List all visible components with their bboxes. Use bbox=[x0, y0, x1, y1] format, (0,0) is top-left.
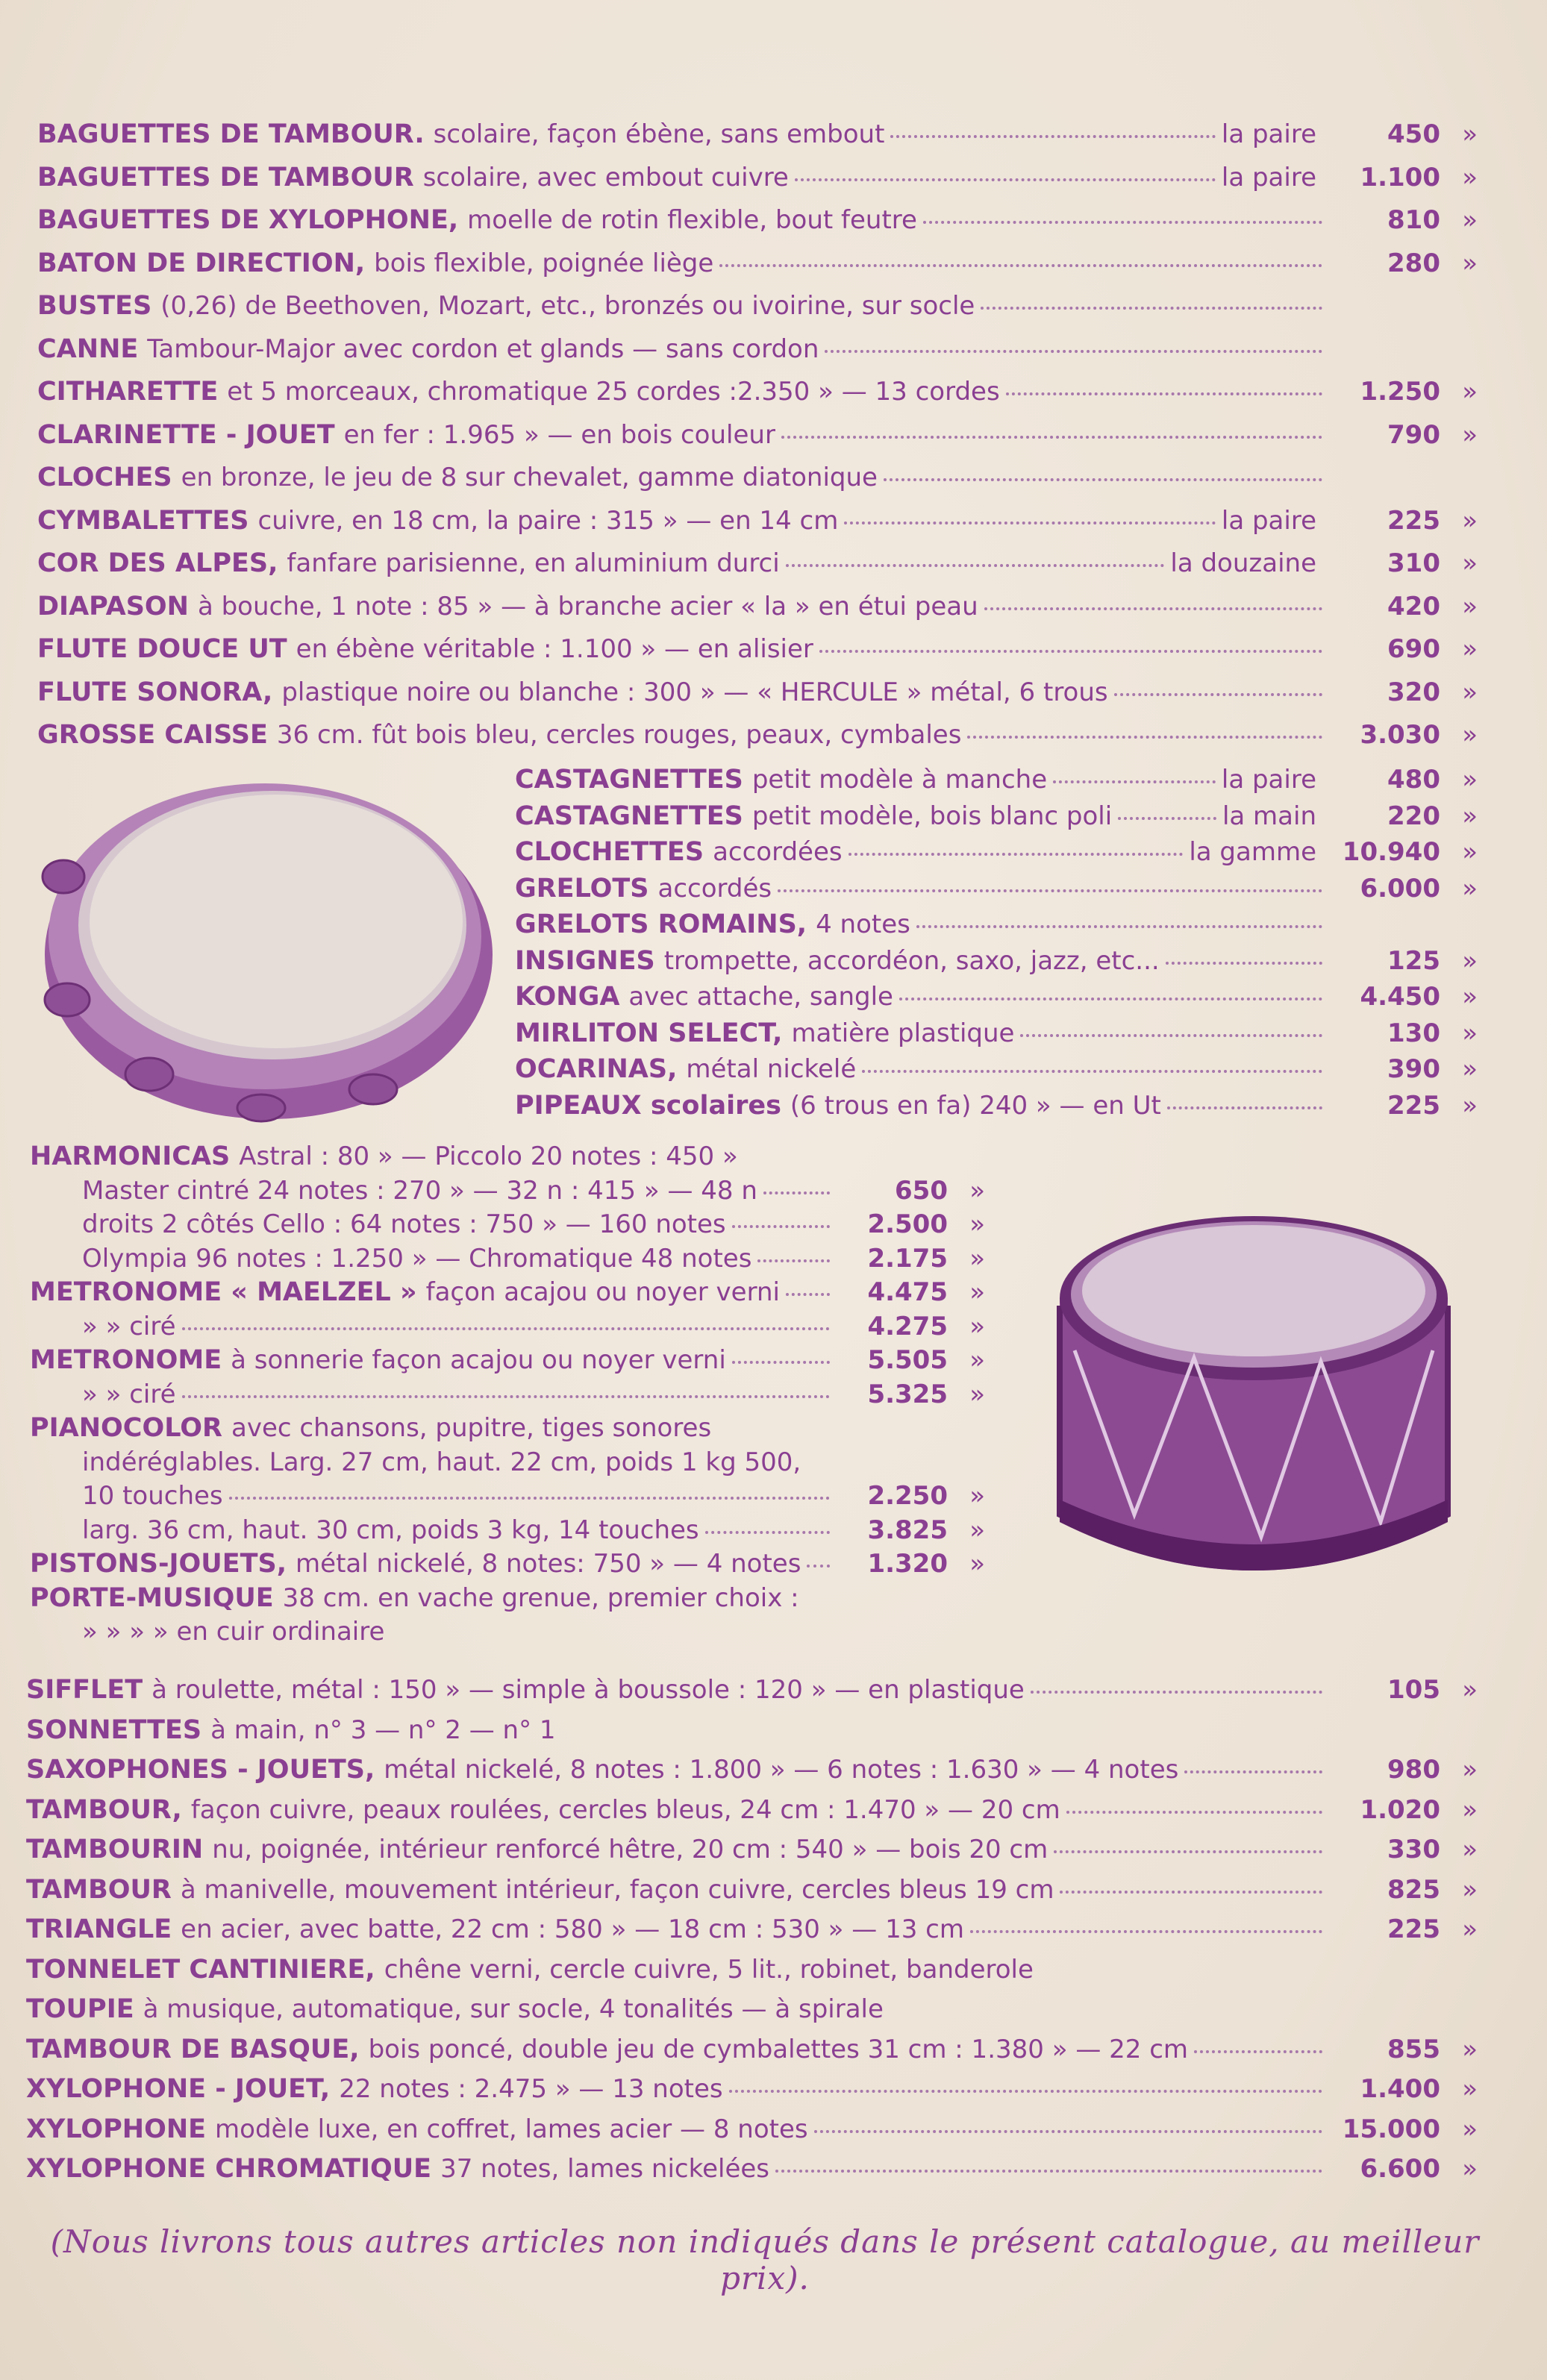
item-name: COR DES ALPES, bbox=[37, 548, 278, 578]
item-name: DIAPASON bbox=[37, 591, 189, 621]
item-unit: la paire bbox=[1221, 162, 1316, 192]
item-price: 390 bbox=[1387, 1054, 1440, 1084]
quote-mark: » bbox=[1462, 765, 1478, 795]
quote-mark: » bbox=[1462, 945, 1478, 976]
catalog-row bbox=[37, 119, 1478, 161]
quote-mark: » bbox=[969, 1515, 985, 1545]
item-name: FLUTE DOUCE UT bbox=[37, 634, 287, 664]
quote-mark: » bbox=[1462, 591, 1478, 621]
quote-mark: » bbox=[1462, 162, 1478, 192]
item-price: 330 bbox=[1387, 1835, 1440, 1864]
quote-mark: » bbox=[1462, 1794, 1478, 1825]
item-description: nu, poignée, intérieur renforcé hêtre, 20 cm : 540 » — bois 20 cm bbox=[212, 1835, 1048, 1864]
quote-mark: » bbox=[1462, 982, 1478, 1012]
item-price: 225 bbox=[1387, 1914, 1440, 1944]
dot-leader bbox=[890, 135, 1215, 138]
item-name: HARMONICAS bbox=[30, 1142, 231, 1171]
item-name: TOUPIE bbox=[26, 1994, 134, 2024]
item-description: métal nickelé, 8 notes : 1.800 » — 6 notes : 1.630 » — 4 notes bbox=[384, 1755, 1179, 1785]
item-description: à roulette, métal : 150 » — simple à boussole : 120 » — en plastique bbox=[151, 1675, 1025, 1705]
dot-leader bbox=[1054, 1850, 1322, 1853]
dot-leader bbox=[899, 998, 1322, 1000]
quote-mark: » bbox=[1462, 419, 1478, 450]
dot-leader bbox=[775, 2170, 1322, 2173]
item-name: SIFFLET bbox=[26, 1675, 143, 1705]
dot-leader bbox=[848, 853, 1184, 856]
quote-mark: » bbox=[969, 1549, 985, 1579]
catalog-row bbox=[26, 1795, 1478, 1837]
item-description: 37 notes, lames nickelées bbox=[440, 2154, 770, 2184]
item-price: 790 bbox=[1387, 419, 1440, 450]
item-description: 22 notes : 2.475 » — 13 notes bbox=[339, 2074, 723, 2104]
item-description: Olympia 96 notes : 1.250 » — Chromatique 48 notes bbox=[82, 1243, 752, 1274]
item-description: Master cintré 24 notes : 270 » — 32 n : 415 » — 48 n bbox=[82, 1175, 757, 1206]
item-description: scolaire, façon ébène, sans embout bbox=[433, 119, 885, 149]
dot-leader bbox=[884, 478, 1322, 481]
item-price: 225 bbox=[1387, 505, 1440, 536]
item-price: 980 bbox=[1387, 1755, 1440, 1785]
quote-mark: » bbox=[969, 1481, 985, 1511]
item-name: CANNE bbox=[37, 333, 139, 364]
quote-mark: » bbox=[1462, 2154, 1478, 2184]
dot-leader bbox=[819, 650, 1322, 653]
item-price: 130 bbox=[1387, 1018, 1440, 1048]
item-description: » » ciré bbox=[82, 1379, 176, 1409]
catalog-row bbox=[37, 463, 1478, 504]
item-price: 1.100 bbox=[1360, 162, 1440, 192]
item-description: chêne verni, cercle cuivre, 5 lit., robinet, banderole bbox=[384, 1954, 1034, 1985]
dot-leader bbox=[825, 350, 1322, 353]
catalog-row bbox=[26, 1875, 1478, 1917]
item-description: fanfare parisienne, en aluminium durci bbox=[287, 548, 780, 578]
dot-leader bbox=[1060, 1891, 1322, 1894]
item-description: façon acajou ou noyer verni bbox=[425, 1277, 780, 1307]
quote-mark: » bbox=[1462, 1914, 1478, 1944]
quote-mark: » bbox=[1462, 2034, 1478, 2064]
item-price: 6.000 bbox=[1360, 873, 1440, 904]
dot-leader bbox=[967, 736, 1322, 739]
quote-mark: » bbox=[1462, 2074, 1478, 2104]
item-name: PIANOCOLOR bbox=[30, 1413, 223, 1443]
item-name: PORTE-MUSIQUE bbox=[30, 1582, 274, 1613]
item-name: METRONOME « MAELZEL » bbox=[30, 1277, 417, 1307]
dot-leader bbox=[1066, 1811, 1322, 1814]
item-description: façon cuivre, peaux roulées, cercles bleus, 24 cm : 1.470 » — 20 cm bbox=[190, 1794, 1060, 1825]
quote-mark: » bbox=[1462, 720, 1478, 750]
item-name: MIRLITON SELECT, bbox=[515, 1018, 783, 1048]
item-price: 5.505 bbox=[867, 1345, 948, 1375]
catalog-row bbox=[26, 2074, 1478, 2116]
dot-leader bbox=[1194, 2050, 1322, 2053]
item-description: avec attache, sangle bbox=[628, 982, 893, 1012]
item-price: 220 bbox=[1387, 801, 1440, 831]
item-price: 320 bbox=[1387, 677, 1440, 707]
quote-mark: » bbox=[1462, 801, 1478, 831]
item-name: GROSSE CAISSE bbox=[37, 720, 268, 750]
item-description: avec chansons, pupitre, tiges sonores bbox=[231, 1413, 712, 1443]
catalog-row bbox=[515, 1091, 1478, 1133]
item-unit: la main bbox=[1222, 801, 1316, 831]
quote-mark: » bbox=[1462, 548, 1478, 578]
quote-mark: » bbox=[1462, 1018, 1478, 1048]
item-price: 15.000 bbox=[1342, 2114, 1440, 2144]
dot-leader bbox=[781, 436, 1322, 439]
catalog-row bbox=[37, 634, 1478, 676]
item-price: 650 bbox=[895, 1175, 948, 1206]
quote-mark: » bbox=[969, 1175, 985, 1206]
dot-leader bbox=[1053, 780, 1216, 783]
item-description: modèle luxe, en coffret, lames acier — 8 notes bbox=[215, 2114, 808, 2144]
footer-note: (Nous livrons tous autres articles non indiqués dans le présent catalogue, au meilleur prix). bbox=[50, 2223, 1480, 2296]
item-description: droits 2 côtés Cello : 64 notes : 750 » — 160 notes bbox=[82, 1209, 726, 1239]
item-price: 810 bbox=[1387, 205, 1440, 235]
item-description: à manivelle, mouvement intérieur, façon cuivre, cercles bleus 19 cm bbox=[180, 1874, 1054, 1905]
item-description: matière plastique bbox=[791, 1018, 1015, 1048]
item-description: en ébène véritable : 1.100 » — en alisier bbox=[296, 634, 813, 664]
dot-leader bbox=[729, 2090, 1322, 2093]
item-price: 4.475 bbox=[867, 1277, 948, 1307]
item-price: 450 bbox=[1387, 119, 1440, 149]
dot-leader bbox=[984, 607, 1322, 610]
item-description: 38 cm. en vache grenue, premier choix : bbox=[282, 1582, 799, 1613]
item-name: TAMBOUR, bbox=[26, 1794, 182, 1825]
dot-leader bbox=[1184, 1770, 1322, 1773]
quote-mark: » bbox=[1462, 1054, 1478, 1084]
catalog-row bbox=[26, 1994, 1478, 2036]
dot-leader bbox=[1166, 962, 1322, 965]
item-description: et 5 morceaux, chromatique 25 cordes :2.350 » — 13 cordes bbox=[227, 377, 1000, 407]
item-name: CASTAGNETTES bbox=[515, 765, 743, 795]
item-description: métal nickelé, 8 notes: 750 » — 4 notes bbox=[296, 1549, 801, 1579]
item-unit: la paire bbox=[1221, 505, 1316, 536]
catalog-row bbox=[26, 1955, 1478, 1997]
item-name: SAXOPHONES - JOUETS, bbox=[26, 1755, 375, 1785]
item-description: (6 trous en fa) 240 » — en Ut bbox=[790, 1090, 1161, 1121]
item-name: XYLOPHONE bbox=[26, 2114, 207, 2144]
dot-leader bbox=[229, 1497, 830, 1500]
item-name: XYLOPHONE CHROMATIQUE bbox=[26, 2154, 432, 2184]
catalog-row bbox=[37, 163, 1478, 204]
item-unit: la paire bbox=[1221, 119, 1316, 149]
dot-leader bbox=[778, 889, 1322, 892]
catalog-row bbox=[37, 377, 1478, 419]
quote-mark: » bbox=[1462, 1874, 1478, 1905]
item-description: à main, n° 3 — n° 2 — n° 1 bbox=[210, 1714, 556, 1745]
item-description: scolaire, avec embout cuivre bbox=[422, 162, 789, 192]
item-description: accordés bbox=[657, 873, 772, 904]
dot-leader bbox=[862, 1070, 1322, 1073]
item-name: TAMBOURIN bbox=[26, 1835, 204, 1864]
item-name: TRIANGLE bbox=[26, 1914, 172, 1944]
quote-mark: » bbox=[969, 1379, 985, 1409]
item-description: 36 cm. fût bois bleu, cercles rouges, peaux, cymbales bbox=[276, 720, 962, 750]
item-description: à bouche, 1 note : 85 » — à branche acier « la » en étui peau bbox=[197, 591, 978, 621]
item-description: petit modèle à manche bbox=[751, 765, 1048, 795]
item-price: 4.450 bbox=[1360, 982, 1440, 1012]
catalog-row bbox=[26, 1755, 1478, 1797]
item-name: PISTONS-JOUETS, bbox=[30, 1549, 287, 1579]
quote-mark: » bbox=[1462, 837, 1478, 867]
item-description: métal nickelé bbox=[686, 1054, 857, 1084]
item-price: 125 bbox=[1387, 945, 1440, 976]
quote-mark: » bbox=[969, 1243, 985, 1274]
item-price: 310 bbox=[1387, 548, 1440, 578]
item-name: OCARINAS, bbox=[515, 1054, 678, 1084]
item-description: (0,26) de Beethoven, Mozart, etc., bronzés ou ivoirine, sur socle bbox=[160, 291, 975, 321]
item-name: SONNETTES bbox=[26, 1714, 202, 1745]
item-price: 420 bbox=[1387, 591, 1440, 621]
dot-leader bbox=[795, 178, 1216, 181]
item-name: PIPEAUX scolaires bbox=[515, 1090, 781, 1121]
dot-leader bbox=[807, 1565, 830, 1568]
item-price: 690 bbox=[1387, 634, 1440, 664]
dot-leader bbox=[844, 522, 1216, 524]
item-description: petit modèle, bois blanc poli bbox=[751, 801, 1113, 831]
item-name: TAMBOUR DE BASQUE, bbox=[26, 2034, 360, 2064]
quote-mark: » bbox=[1462, 248, 1478, 278]
quote-mark: » bbox=[1462, 505, 1478, 536]
item-name: BAGUETTES DE TAMBOUR bbox=[37, 162, 414, 192]
quote-mark: » bbox=[1462, 2114, 1478, 2144]
catalog-row bbox=[26, 2035, 1478, 2076]
item-price: 4.275 bbox=[867, 1311, 948, 1341]
item-description: » » ciré bbox=[82, 1311, 176, 1341]
item-name: TAMBOUR bbox=[26, 1874, 172, 1905]
item-description: en fer : 1.965 » — en bois couleur bbox=[343, 419, 775, 450]
dot-leader bbox=[916, 925, 1322, 928]
catalog-row bbox=[26, 1715, 1478, 1757]
quote-mark: » bbox=[969, 1277, 985, 1307]
dot-leader bbox=[182, 1327, 830, 1330]
item-description: cuivre, en 18 cm, la paire : 315 » — en 14 cm bbox=[257, 505, 839, 536]
item-description: trompette, accordéon, saxo, jazz, etc... bbox=[663, 945, 1160, 976]
dot-leader bbox=[757, 1259, 830, 1262]
item-price: 1.320 bbox=[867, 1549, 948, 1579]
quote-mark: » bbox=[1462, 873, 1478, 904]
item-price: 105 bbox=[1387, 1675, 1440, 1705]
item-price: 5.325 bbox=[867, 1379, 948, 1409]
item-unit: la paire bbox=[1221, 765, 1316, 795]
catalog-row bbox=[37, 420, 1478, 462]
catalog-row bbox=[37, 291, 1478, 333]
quote-mark: » bbox=[969, 1345, 985, 1375]
catalog-row bbox=[26, 1675, 1478, 1717]
item-price: 2.250 bbox=[867, 1481, 948, 1511]
item-name: BAGUETTES DE XYLOPHONE, bbox=[37, 205, 459, 235]
item-name: CITHARETTE bbox=[37, 377, 219, 407]
dot-leader bbox=[970, 1930, 1322, 1933]
catalog-row bbox=[82, 1617, 985, 1659]
quote-mark: » bbox=[1462, 677, 1478, 707]
item-description: indéréglables. Larg. 27 cm, haut. 22 cm, poids 1 kg 500, bbox=[82, 1447, 801, 1477]
item-description: bois poncé, double jeu de cymbalettes 31 cm : 1.380 » — 22 cm bbox=[368, 2034, 1189, 2064]
item-price: 1.250 bbox=[1360, 377, 1440, 407]
item-name: XYLOPHONE - JOUET, bbox=[26, 2074, 331, 2104]
item-description: larg. 36 cm, haut. 30 cm, poids 3 kg, 14 touches bbox=[82, 1515, 699, 1545]
catalog-row bbox=[26, 2114, 1478, 2156]
item-name: FLUTE SONORA, bbox=[37, 677, 273, 707]
item-price: 1.020 bbox=[1360, 1794, 1440, 1825]
quote-mark: » bbox=[969, 1209, 985, 1239]
item-name: BUSTES bbox=[37, 291, 152, 321]
item-name: TONNELET CANTINIERE, bbox=[26, 1954, 375, 1985]
item-name: INSIGNES bbox=[515, 945, 655, 976]
quote-mark: » bbox=[1462, 1090, 1478, 1121]
catalog-row bbox=[37, 334, 1478, 376]
dot-leader bbox=[923, 221, 1322, 224]
dot-leader bbox=[1114, 693, 1322, 696]
item-name: METRONOME bbox=[30, 1345, 222, 1375]
catalog-row bbox=[37, 592, 1478, 633]
catalog-row bbox=[26, 1914, 1478, 1956]
item-description: » » » » en cuir ordinaire bbox=[82, 1617, 385, 1647]
item-price: 2.500 bbox=[867, 1209, 948, 1239]
item-description: à musique, automatique, sur socle, 4 tonalités — à spirale bbox=[143, 1994, 884, 2024]
item-price: 1.400 bbox=[1360, 2074, 1440, 2104]
quote-mark: » bbox=[1462, 377, 1478, 407]
catalog-row bbox=[37, 248, 1478, 290]
item-price: 6.600 bbox=[1360, 2154, 1440, 2184]
quote-mark: » bbox=[1462, 1755, 1478, 1785]
item-description: en acier, avec batte, 22 cm : 580 » — 18 cm : 530 » — 13 cm bbox=[181, 1914, 964, 1944]
item-name: CLOCHES bbox=[37, 463, 172, 492]
quote-mark: » bbox=[1462, 1675, 1478, 1705]
catalog-row bbox=[26, 1835, 1478, 1876]
catalog-row bbox=[37, 720, 1478, 762]
item-price: 225 bbox=[1387, 1090, 1440, 1121]
item-price: 3.030 bbox=[1360, 720, 1440, 750]
item-unit: la gamme bbox=[1189, 837, 1316, 867]
item-price: 280 bbox=[1387, 248, 1440, 278]
quote-mark: » bbox=[969, 1311, 985, 1341]
dot-leader bbox=[732, 1361, 830, 1364]
item-name: CLOCHETTES bbox=[515, 837, 704, 867]
catalog-row bbox=[37, 548, 1478, 590]
item-name: BAGUETTES DE TAMBOUR. bbox=[37, 119, 425, 149]
catalog-row bbox=[37, 677, 1478, 719]
quote-mark: » bbox=[1462, 119, 1478, 149]
item-description: accordées bbox=[713, 837, 843, 867]
item-description: à sonnerie façon acajou ou noyer verni bbox=[231, 1345, 726, 1375]
dot-leader bbox=[763, 1191, 830, 1194]
dot-leader bbox=[814, 2130, 1322, 2133]
item-name: BATON DE DIRECTION, bbox=[37, 248, 366, 278]
dot-leader bbox=[786, 1293, 830, 1296]
dot-leader bbox=[719, 264, 1322, 267]
item-name: CYMBALETTES bbox=[37, 505, 249, 536]
item-description: Tambour-Major avec cordon et glands — sans cordon bbox=[147, 333, 819, 364]
item-price: 3.825 bbox=[867, 1515, 948, 1545]
item-name: GRELOTS ROMAINS, bbox=[515, 909, 807, 939]
dot-leader bbox=[732, 1225, 830, 1228]
dot-leader bbox=[1006, 392, 1322, 395]
item-price: 2.175 bbox=[867, 1243, 948, 1274]
dot-leader bbox=[1020, 1034, 1322, 1037]
item-description: moelle de rotin flexible, bout feutre bbox=[467, 205, 917, 235]
dot-leader bbox=[786, 564, 1165, 567]
item-name: KONGA bbox=[515, 982, 620, 1012]
quote-mark: » bbox=[1462, 634, 1478, 664]
item-unit: la douzaine bbox=[1170, 548, 1316, 578]
catalog-row bbox=[37, 205, 1478, 247]
dot-leader bbox=[705, 1531, 830, 1534]
catalog-row bbox=[37, 506, 1478, 548]
item-price: 825 bbox=[1387, 1874, 1440, 1905]
dot-leader bbox=[981, 307, 1322, 310]
item-name: GRELOTS bbox=[515, 873, 649, 904]
catalog-row bbox=[26, 2154, 1478, 2196]
item-price: 480 bbox=[1387, 765, 1440, 795]
item-description: en bronze, le jeu de 8 sur chevalet, gamme diatonique bbox=[181, 463, 878, 492]
dot-leader bbox=[1118, 817, 1216, 820]
dot-leader bbox=[1031, 1691, 1322, 1694]
item-name: CLARINETTE - JOUET bbox=[37, 419, 335, 450]
item-name: CASTAGNETTES bbox=[515, 801, 743, 831]
item-description: Astral : 80 » — Piccolo 20 notes : 450 » bbox=[239, 1142, 738, 1171]
dot-leader bbox=[182, 1395, 830, 1398]
item-description: bois flexible, poignée liège bbox=[374, 248, 714, 278]
dot-leader bbox=[1167, 1106, 1322, 1109]
quote-mark: » bbox=[1462, 205, 1478, 235]
item-description: plastique noire ou blanche : 300 » — « HERCULE » métal, 6 trous bbox=[281, 677, 1108, 707]
item-description: 10 touches bbox=[82, 1481, 223, 1511]
item-price: 10.940 bbox=[1342, 837, 1440, 867]
item-description: 4 notes bbox=[816, 909, 910, 939]
item-price: 855 bbox=[1387, 2034, 1440, 2064]
quote-mark: » bbox=[1462, 1835, 1478, 1864]
